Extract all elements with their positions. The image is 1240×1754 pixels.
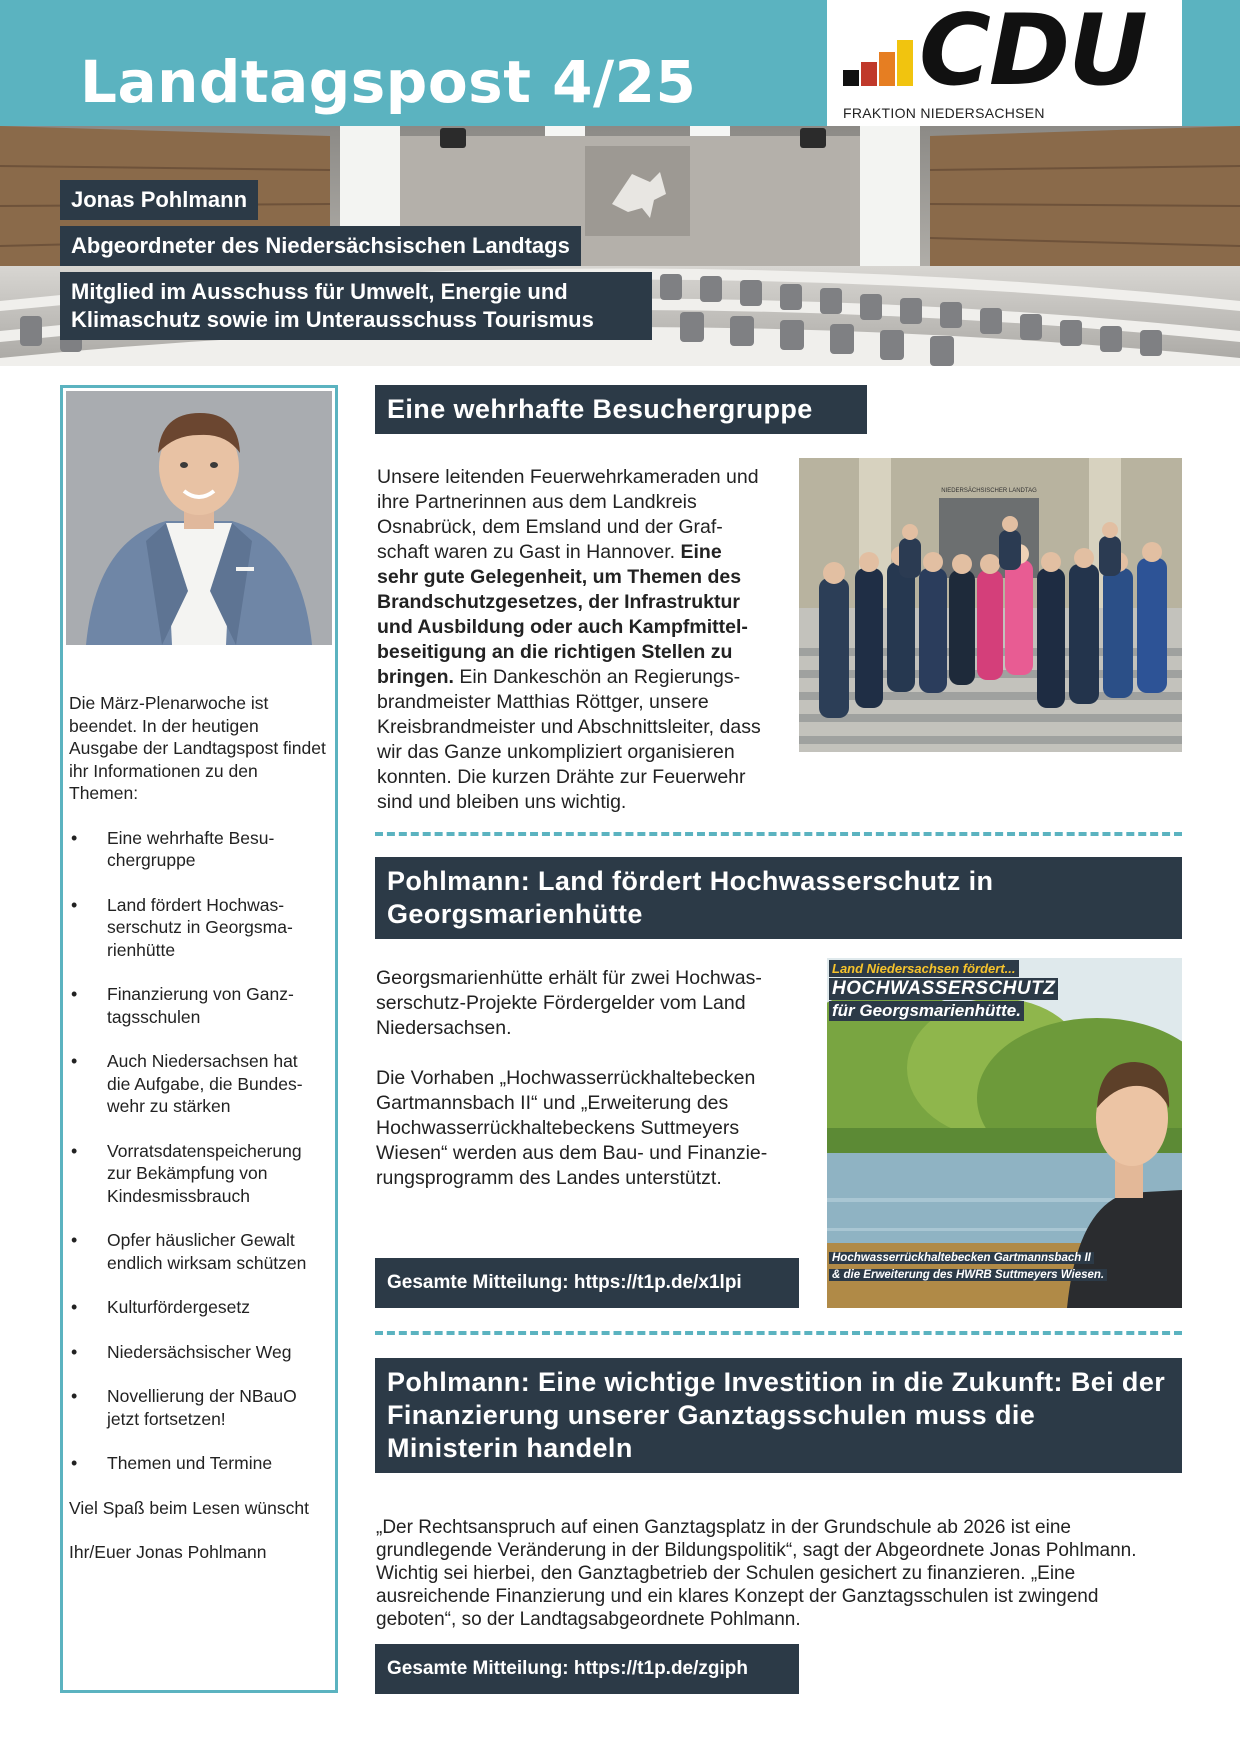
topic-item[interactable]: • Land fördert Hochwasserschutz in Georgsmarienhütte: [69, 894, 331, 962]
topic-item[interactable]: • Niedersächsischer Weg: [69, 1341, 331, 1364]
graphic-subtitle: für Georgsmarienhütte.: [829, 1001, 1024, 1021]
cdu-logo[interactable]: [827, 0, 1182, 126]
visitors-group-photo: [799, 458, 1182, 752]
flood-paragraph-2: Die Vorhaben „Hochwasserrückhaltebecken Gartmannsbach II“ und „Erweiterung des Hochwasserrückhaltebeckens Suttmeyers Wiesen“ werden aus dem Bau- und Finanzierungsprogramm des Landes unterstützt.: [376, 1067, 768, 1189]
article-body-flood: [376, 966, 801, 1191]
visitors-text-intro: Unsere leitenden Feuerwehrkameraden und ihre Partnerinnen aus dem Landkreis Osnabrück, dem Emsland und der Grafschaft waren zu Gast in Hannover.: [377, 466, 759, 563]
topic-item[interactable]: • Eine wehrhafte Besuchergruppe: [69, 827, 331, 872]
graphic-caption-1: Hochwasserrückhaltebecken Gartmannsbach II: [829, 1252, 1094, 1264]
schools-link-button[interactable]: Gesamte Mitteilung: https://t1p.de/zgiph: [375, 1644, 799, 1694]
article-body-schools: „Der Rechtsanspruch auf einen Ganztagsplatz in der Grundschule ab 2026 ist eine grundlegende Veränderung in der Bildungspolitik“, sagt der Abgeordnete Jonas Pohlmann. Wichtig sei hierbei, den Ganztagbetrieb der Schulen gesichert zu finanzieren. „Eine ausreichende Finanzierung und ein klares Konzept der Ganztagsschulen ist zwingend geboten“, so der Landtagsabgeordnete Pohlmann.: [376, 1517, 1137, 1630]
hero-committee-tag: Mitglied im Ausschuss für Umwelt, Energie und Klimaschutz sowie im Unterausschuss Tourismus: [60, 272, 652, 340]
topic-list: [69, 827, 331, 1475]
article-heading-flood: Pohlmann: Land fördert Hochwasserschutz in Georgsmarienhütte: [375, 857, 1182, 939]
article-body-visitors: [377, 465, 762, 815]
portrait-illustration: [66, 391, 332, 645]
sidebar-closing: Viel Spaß beim Lesen wünscht: [69, 1497, 309, 1518]
topic-item[interactable]: • Kulturfördergesetz: [69, 1296, 331, 1319]
topic-item[interactable]: • Vorratsdatenspeicherung zur Bekämpfung von Kindesmissbrauch: [69, 1140, 331, 1208]
topic-item[interactable]: • Opfer häuslicher Gewalt endlich wirksam schützen: [69, 1229, 331, 1274]
visitors-text-thanks: Ein Dankeschön an Regierungsbrandmeister Matthias Röttger, unsere Kreisbrandmeister und Abschnittsleiter, dass wir das Ganze unkompliziert organisieren konnten. Die kurzen Drähte zur Feuerwehr sind und bleiben uns wichtig.: [377, 666, 761, 813]
topic-item[interactable]: • Themen und Termine: [69, 1452, 331, 1475]
hero-name-tag: Jonas Pohlmann: [60, 180, 258, 220]
flood-link-button[interactable]: Gesamte Mitteilung: https://t1p.de/x1lpi: [375, 1258, 799, 1308]
page-title: Landtagspost 4/25: [80, 48, 697, 116]
topic-item[interactable]: • Auch Niedersachsen hat die Aufgabe, die Bundeswehr zu stärken: [69, 1050, 331, 1118]
flood-campaign-graphic: [827, 958, 1182, 1308]
logo-wordmark: CDU: [919, 0, 1146, 108]
logo-bars-icon: [843, 36, 913, 86]
group-photo-illustration: [799, 458, 1182, 752]
graphic-title: HOCHWASSERSCHUTZ: [829, 978, 1058, 1000]
visitors-text-highlight: Eine sehr gute Gelegenheit, um Themen des Brandschutzgesetzes, der Infrastruktur und Ausbildung oder auch Kampfmittelbeseitigung an die richtigen Stellen zu bringen.: [377, 541, 748, 688]
portrait-photo: [66, 391, 332, 645]
sidebar-signature: Ihr/Euer Jonas Pohlmann: [69, 1542, 267, 1562]
sidebar-content: [69, 692, 331, 1586]
article-heading-schools: Pohlmann: Eine wichtige Investition in die Zukunft: Bei der Finanzierung unserer Ganztagsschulen muss die Ministerin handeln: [375, 1358, 1182, 1473]
logo-subtitle: FRAKTION NIEDERSACHSEN: [843, 105, 1045, 121]
flood-paragraph-1: Georgsmarienhütte erhält für zwei Hochwasserschutz-Projekte Fördergelder vom Land Niedersachsen.: [376, 967, 762, 1039]
building-sign: NIEDERSÄCHSISCHER LANDTAG: [941, 488, 1037, 494]
hero-role-tag: Abgeordneter des Niedersächsischen Landtags: [60, 226, 581, 266]
article-heading-visitors: Eine wehrhafte Besuchergruppe: [375, 385, 867, 434]
graphic-caption-2: & die Erweiterung des HWRB Suttmeyers Wiesen.: [829, 1269, 1107, 1281]
sidebar: [60, 385, 338, 1693]
section-divider: [375, 832, 1182, 836]
section-divider: [375, 1331, 1182, 1335]
sidebar-intro: Die März-Plenarwoche ist beendet. In der heutigen Ausgabe der Landtagspost findet ihr Informationen zu den Themen:: [69, 693, 326, 803]
topic-item[interactable]: • Finanzierung von Ganztagsschulen: [69, 983, 331, 1028]
graphic-kicker: Land Niedersachsen fördert...: [829, 960, 1019, 977]
topic-item[interactable]: • Novellierung der NBauO jetzt fortsetzen!: [69, 1385, 331, 1430]
